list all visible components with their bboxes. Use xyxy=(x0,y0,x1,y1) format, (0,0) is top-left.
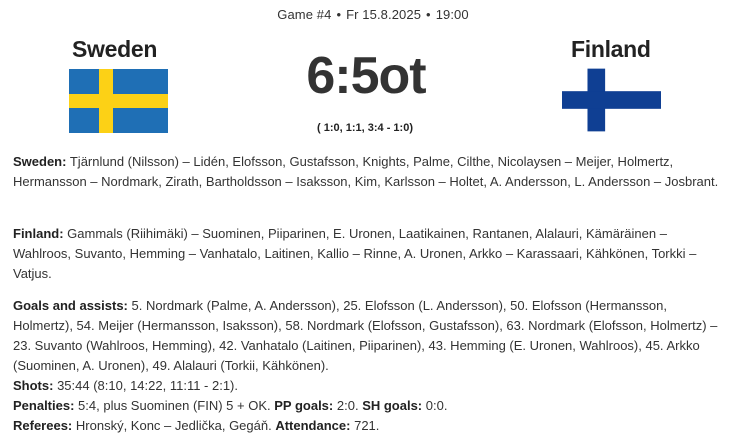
separator-dot: • xyxy=(426,7,431,22)
shots-line xyxy=(13,376,725,396)
final-score: 6:5ot xyxy=(306,47,426,105)
attendance-value: 721. xyxy=(354,418,380,433)
penalties-value: 5:4, plus Suominen (FIN) 5 + OK. xyxy=(78,398,271,413)
officials-line xyxy=(13,416,725,436)
game-info-header xyxy=(0,7,730,22)
finland-lineup-players: Gammals (Riihimäki) – Suominen, Piiparinen, E. Uronen, Laatikainen, Rantanen, Alalauri, Kämäräinen – Wahlroos, Suvanto, Hemming – Vanhatalo, Laitinen, Kallio – Rinne, A. Uronen, Arkko – Karassaari, Kähkönen, Torkki – Vatjus. xyxy=(13,226,697,281)
shots-label: Shots: xyxy=(13,378,54,393)
sweden-lineup xyxy=(13,152,725,192)
goals-list: 5. Nordmark (Palme, A. Andersson), 25. Elofsson (L. Andersson), 50. Elofsson (Hermansson, Holmertz), 54. Meijer (Hermansson, Isaksson), 58. Nordmark (Elofsson, Gustafsson), 63. Nordmark (Elofsson, Holmertz) – 23. Suvanto (Wahlroos, Hemming), 42. Vanhatalo (Laitinen, Piiparinen), 43. Hemming (E. Uronen, Wahlroos), 45. Arkko (Suominen, A. Uronen), 49. Alalauri (Torkii, Kähkönen). xyxy=(13,298,718,373)
penalties-label: Penalties: xyxy=(13,398,75,413)
referees-label: Referees: xyxy=(13,418,73,433)
home-team-name[interactable]: Sweden xyxy=(72,36,158,62)
game-time: 19:00 xyxy=(435,7,469,22)
sh-goals-label: SH goals: xyxy=(362,398,423,413)
sh-goals-value: 0:0. xyxy=(425,398,448,413)
separator-dot: • xyxy=(336,7,342,22)
penalties-line xyxy=(13,396,725,416)
sweden-lineup-players: Tjärnlund (Nilsson) – Lidén, Elofsson, Gustafsson, Knights, Palme, Cilthe, Nicolaysen – Meijer, Holmertz, Hermansson – Nordmark, Zirath, Bartholdsson – Isaksson, Kim, Karlsson – Holtet, A. Andersson, L. Andersson – Josbrant. xyxy=(13,154,719,189)
shots-value: 35:44 (8:10, 14:22, 11:11 - 2:1). xyxy=(57,378,238,393)
goals-and-assists xyxy=(13,296,725,376)
attendance-label: Attendance: xyxy=(275,418,351,433)
pp-goals-label: PP goals: xyxy=(274,398,334,413)
sweden-lineup-label: Sweden: xyxy=(13,154,67,169)
finland-lineup xyxy=(13,224,725,284)
referees-value: Hronský, Konc – Jedlička, Gegáň. xyxy=(75,418,272,433)
period-scores: ( 1:0, 1:1, 3:4 - 1:0) xyxy=(317,122,413,134)
match-stats xyxy=(13,296,725,436)
pp-goals-value: 2:0. xyxy=(336,398,359,413)
away-team-name[interactable]: Finland xyxy=(571,36,651,62)
game-date: Fr 15.8.2025 xyxy=(346,7,422,22)
game-number: Game #4 xyxy=(277,7,332,22)
goals-label: Goals and assists: xyxy=(13,298,128,313)
finland-lineup-label: Finland: xyxy=(13,226,64,241)
